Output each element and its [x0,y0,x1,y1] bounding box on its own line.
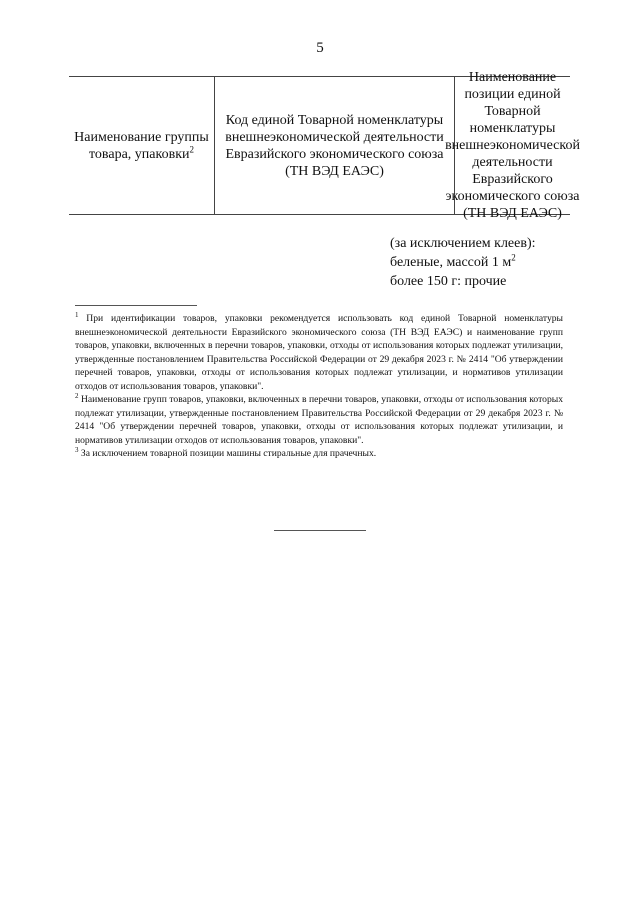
footnote-1-marker: 1 [75,310,79,319]
end-of-document-line [274,530,366,531]
footnote-2-marker: 2 [75,391,79,400]
column-header-tn-ved-position-text: Наименование позиции единой Товарной номенклатуры внешнеэкономической деятельности Евразийского экономического союза (ТН ВЭД ЕАЭС) [445,70,580,221]
continued-line-1: (за исключением клеев): [390,236,536,251]
column-header-tn-ved-position [445,70,580,221]
footnotes [75,312,563,461]
continued-line-2-text: беленые, массой 1 м [390,255,512,270]
column-header-tn-ved-code-text: Код единой Товарной номенклатуры внешнеэкономической деятельности Евразийского экономического союза (ТН ВЭД ЕАЭС) [225,112,444,179]
continued-cell-text [390,234,570,291]
footnote-2 [75,393,563,447]
continued-line-2 [390,253,570,272]
page-number: 5 [316,40,324,56]
footnote-3-marker: 3 [75,445,79,454]
footnote-3-text: За исключением товарной позиции машины стиральные для прачечных. [80,448,377,459]
column-header-tn-ved-code [214,77,455,214]
table-header [69,70,580,221]
footnote-1 [75,312,563,393]
footnote-separator [75,305,197,306]
footnote-1-text: При идентификации товаров, упаковки рекомендуется использовать код единой Товарной номенклатуры внешнеэкономической деятельности Евразийского экономического союза (ТН ВЭД ЕАЭС) и наименование групп товаров, упаковки, включенных в перечни товаров, упаковки, отходы от использования которых подлежат утилизации, утвержденные постановлением Правительства Российской Федерации от 29 декабря 2023 г. № 2414 "Об утверждении перечней товаров, упаковки, отходы от использования которых подлежат утилизации, и нормативов утилизации отходов от использования товаров, упаковки". [75,313,563,392]
column-header-group-name-sup: 2 [189,143,194,154]
column-header-group-name [69,77,214,214]
column-header-group-name-text: Наименование группы товара, упаковки [74,129,209,162]
continued-line-3: более 150 г: прочие [390,274,507,289]
footnote-2-text: Наименование групп товаров, упаковки, включенных в перечни товаров, упаковки, отходы от использования которых подлежат утилизации, утвержденные постановлением Правительства Российской Федерации от 29 декабря 2023 г. № 2414 "Об утверждении перечней товаров, упаковки, отходы от использования которых подлежат утилизации, и нормативов утилизации отходов от использования товаров, упаковки". [75,394,563,446]
footnote-3 [75,447,563,461]
continued-line-2-sup: 2 [511,252,516,263]
